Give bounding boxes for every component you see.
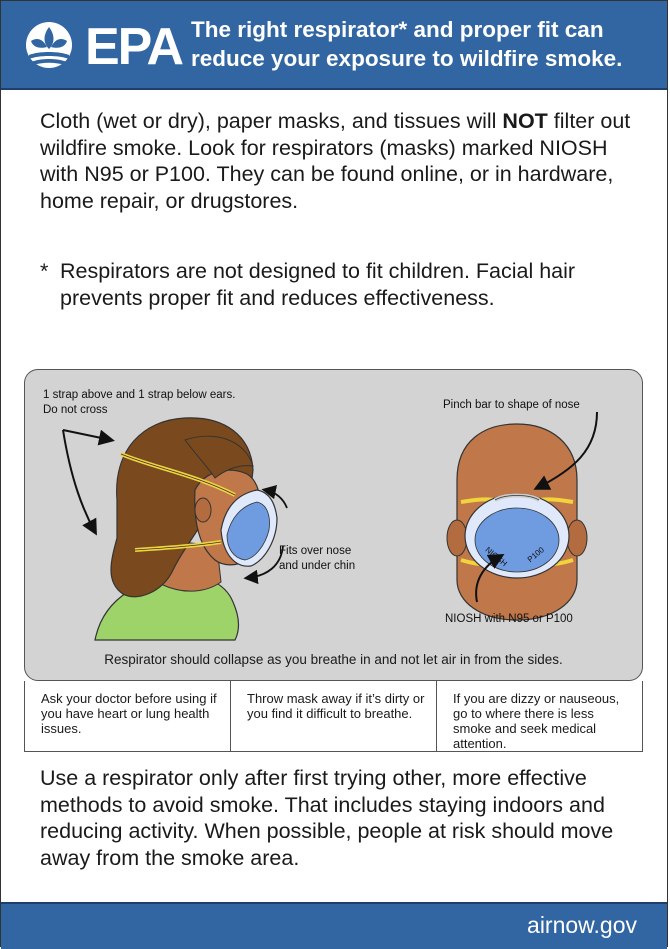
header-banner bbox=[1, 1, 667, 90]
footer-banner bbox=[1, 902, 667, 949]
tip-dizzy: If you are dizzy or nauseous, go to where there is less smoke and seek medical attention. bbox=[436, 681, 642, 751]
fit-instruction-label bbox=[279, 544, 355, 573]
header-title bbox=[191, 15, 661, 73]
fit-illustration-panel bbox=[24, 369, 643, 681]
footnote-asterisk: * bbox=[40, 259, 49, 283]
airnow-link[interactable]: airnow.gov bbox=[527, 912, 637, 938]
epa-flower-icon bbox=[21, 15, 83, 75]
footnote bbox=[40, 258, 600, 311]
header-title-line1: The right respirator* and proper fit can bbox=[191, 17, 604, 42]
tips-row bbox=[24, 681, 643, 752]
mask-niosh-print: NIOSH bbox=[483, 545, 509, 569]
intro-text-start: Cloth (wet or dry), paper masks, and tissues will bbox=[40, 109, 503, 133]
outro-paragraph: Use a respirator only after first trying other, more effective methods to avoid smoke. That includes staying indoors and reducing activity. When possible, people at risk should move away from the smoke area. bbox=[40, 766, 614, 870]
epa-logo-text: EPA bbox=[85, 18, 183, 76]
collapse-instruction: Respirator should collapse as you breathe in and not let air in from the sides. bbox=[104, 652, 563, 667]
mask-p100-print: P100 bbox=[525, 545, 546, 565]
tip-doctor: Ask your doctor before using if you have heart or lung health issues. bbox=[41, 691, 217, 736]
strap-label-line2: Do not cross bbox=[43, 403, 108, 416]
intro-text-end: filter out wildfire smoke. Look for respirators (masks) marked NIOSH with N95 or P100. They can be found online, or in hardware, home repair, or drugstores. bbox=[40, 109, 631, 213]
strap-label-line1: 1 strap above and 1 strap below ears. bbox=[43, 389, 236, 401]
footnote-text: Respirators are not designed to fit children. Facial hair prevents proper fit and reduces effectiveness. bbox=[60, 259, 576, 310]
epa-logo bbox=[21, 15, 181, 75]
header-title-line2: reduce your exposure to wildfire smoke. bbox=[191, 46, 623, 71]
intro-paragraph bbox=[40, 108, 640, 214]
strap-instruction-label bbox=[43, 388, 235, 417]
pinch-instruction-label: Pinch bar to shape of nose bbox=[443, 399, 580, 411]
fit-label-line1: Fits over nose bbox=[279, 545, 352, 557]
intro-bold-not: NOT bbox=[502, 109, 548, 133]
niosh-instruction-label: NIOSH with N95 or P100 bbox=[445, 613, 573, 625]
tip-throw-away: Throw mask away if it’s dirty or you find it difficult to breathe. bbox=[230, 681, 436, 751]
fit-label-line2: and under chin bbox=[279, 559, 356, 572]
